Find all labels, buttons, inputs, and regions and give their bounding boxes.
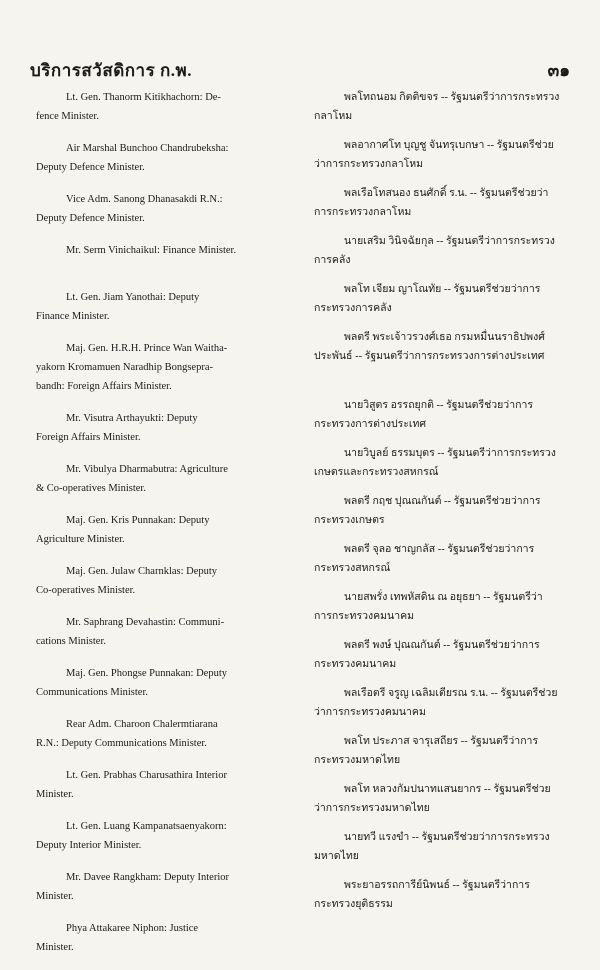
entry-line2: Deputy Defence Minister. (36, 213, 145, 224)
entry-line1: พลตรี พระเจ้าวรวงศ์เธอ กรมหมื่นนราธิปพงศ์ (344, 332, 545, 343)
minister-entry (314, 280, 574, 318)
entry-line2: Deputy Interior Minister. (36, 840, 142, 851)
entry-line2: fence Minister. (36, 111, 99, 122)
entry-line2: Finance Minister. (36, 311, 110, 322)
minister-entry (36, 715, 297, 753)
minister-entry (36, 190, 297, 228)
minister-entry (314, 684, 574, 722)
english-column (36, 88, 297, 970)
minister-entry (36, 817, 297, 855)
minister-entry (36, 288, 297, 326)
entry-line1: พลตรี พงษ์ ปุณณกันต์ -- รัฐมนตรีช่วยว่าการ (344, 640, 540, 651)
minister-entry (36, 562, 297, 600)
entry-line1: พลตรี กฤช ปุณณกันต์ -- รัฐมนตรีช่วยว่าการ (344, 496, 541, 507)
entry-line2: กระทรวงสหกรณ์ (314, 563, 391, 574)
minister-entry (36, 613, 297, 651)
entry-line1: พลโท หลวงกัมปนาทแสนยากร -- รัฐมนตรีช่วย (344, 784, 551, 795)
entry-line1: พระยาอรรถการีย์นิพนธ์ -- รัฐมนตรีว่าการ (344, 880, 530, 891)
entry-line1: พลเรือโทสนอง ธนศักดิ์ ร.น. -- รัฐมนตรีช่วยว่า (344, 188, 549, 199)
minister-entry (314, 492, 574, 530)
minister-entry (314, 732, 574, 770)
minister-entry (36, 139, 297, 177)
entry-line2: Minister. (36, 789, 74, 800)
entry-line2: yakorn Kromamuen Naradhip Bongsepra- (36, 362, 213, 373)
entry-line1: Maj. Gen. H.R.H. Prince Wan Waitha- (66, 343, 228, 354)
entry-line2: Agriculture Minister. (36, 534, 125, 545)
minister-entry (314, 780, 574, 818)
entry-line1: พลโทถนอม กิตติขจร -- รัฐมนตรีว่าการกระทรวง (344, 92, 560, 103)
minister-entry (314, 184, 574, 222)
entry-line2: Foreign Affairs Minister. (36, 432, 141, 443)
entry-line2: การกระทรวงคมนาคม (314, 611, 415, 622)
minister-entry (36, 339, 297, 396)
minister-entry (36, 868, 297, 906)
minister-entry (314, 876, 574, 914)
page-header-title: บริการสวัสดิการ ก.พ. (30, 61, 192, 80)
entry-line1: Mr. Visutra Arthayukti: Deputy (66, 413, 198, 424)
minister-entry (36, 766, 297, 804)
minister-entry (314, 828, 574, 866)
entry-line1: พลโท ประภาส จารุเสถียร -- รัฐมนตรีว่าการ (344, 736, 539, 747)
entry-line2: Deputy Defence Minister. (36, 162, 145, 173)
entry-line2: Minister. (36, 891, 74, 902)
minister-entry (314, 396, 574, 434)
entry-line1: พลตรี จุลอ ชาญกลัส -- รัฐมนตรีช่วยว่าการ (344, 544, 535, 555)
entry-line1: Mr. Vibulya Dharmabutra: Agriculture (66, 464, 228, 475)
minister-entry (314, 88, 574, 126)
minister-entry (36, 409, 297, 447)
entry-line2: กระทรวงการคลัง (314, 303, 392, 314)
entry-line1: Air Marshal Bunchoo Chandrubeksha: (66, 143, 229, 154)
entry-line1: Lt. Gen. Jiam Yanothai: Deputy (66, 292, 200, 303)
entry-line2: กระทรวงคมนาคม (314, 659, 397, 670)
minister-entry (314, 232, 574, 270)
entry-line2: ประพันธ์ -- รัฐมนตรีว่าการกระทรวงการต่างประเทศ (314, 351, 545, 362)
minister-entry (314, 444, 574, 482)
entry-line2: กระทรวงการต่างประเทศ (314, 419, 427, 430)
entry-line1: นายเสริม วินิจฉัยกุล -- รัฐมนตรีว่าการกระทรวง (344, 236, 555, 247)
entry-line1: Maj. Gen. Kris Punnakan: Deputy (66, 515, 210, 526)
entry-line1: นายวิบูลย์ ธรรมบุตร -- รัฐมนตรีว่าการกระทรวง (344, 448, 556, 459)
entry-line2: กลาโหม (314, 111, 353, 122)
entry-line1: Mr. Serm Vinichaikul: Finance Minister. (66, 245, 237, 256)
entry-line1: Mr. Saphrang Devahastin: Communi- (66, 617, 225, 628)
entry-line2: การกระทรวงกลาโหม (314, 207, 412, 218)
entry-line1: Vice Adm. Sanong Dhanasakdi R.N.: (66, 194, 223, 205)
entry-line1: Phya Attakaree Niphon: Justice (66, 923, 199, 934)
entry-line2: ว่าการกระทรวงคมนาคม (314, 707, 426, 718)
entry-line1: Rear Adm. Charoon Chalermtiarana (66, 719, 218, 730)
entry-line2: การคลัง (314, 255, 351, 266)
minister-entry (314, 328, 574, 366)
minister-entry (314, 136, 574, 174)
entry-line2: & Co-operatives Minister. (36, 483, 146, 494)
entry-line2: Communications Minister. (36, 687, 148, 698)
minister-entry (36, 460, 297, 498)
entry-line2: R.N.: Deputy Communications Minister. (36, 738, 207, 749)
entry-line1: Maj. Gen. Phongse Punnakan: Deputy (66, 668, 227, 679)
entry-line1: Mr. Davee Rangkham: Deputy Interior (66, 872, 229, 883)
thai-column (314, 88, 574, 924)
minister-entry (36, 919, 297, 957)
entry-line1: พลอากาศโท บุญชู จันทรุเบกษา -- รัฐมนตรีช่วย (344, 140, 554, 151)
entry-line3: bandh: Foreign Affairs Minister. (36, 381, 172, 392)
entry-line2: เกษตรและกระทรวงสหกรณ์ (314, 467, 439, 478)
entry-line1: Lt. Gen. Prabhas Charusathira Interior (66, 770, 227, 781)
minister-entry (314, 636, 574, 674)
entry-line2: กระทรวงเกษตร (314, 515, 385, 526)
entry-line1: Lt. Gen. Thanorm Kitikhachorn: De- (66, 92, 221, 103)
entry-line1: นายสพรั่ง เทพหัสดิน ณ อยุธยา -- รัฐมนตรีว่า (344, 592, 543, 603)
entry-line1: Lt. Gen. Luang Kampanatsaenyakorn: (66, 821, 227, 832)
entry-line2: ว่าการกระทรวงกลาโหม (314, 159, 424, 170)
entry-line2: มหาดไทย (314, 851, 359, 862)
entry-line2: Co-operatives Minister. (36, 585, 136, 596)
minister-entry (36, 511, 297, 549)
minister-entry (314, 588, 574, 626)
entry-line1: พลโท เจียม ญาโณทัย -- รัฐมนตรีช่วยว่าการ (344, 284, 541, 295)
entry-line1: Maj. Gen. Julaw Charnklas: Deputy (66, 566, 218, 577)
entry-line2: cations Minister. (36, 636, 106, 647)
entry-line2: Minister. (36, 942, 74, 953)
entry-line1: พลเรือตรี จรูญ เฉลิมเตียรณ ร.น. -- รัฐมนตรีช่วย (344, 688, 558, 699)
minister-entry (36, 241, 297, 260)
minister-entry (314, 540, 574, 578)
entry-line2: ว่าการกระทรวงมหาดไทย (314, 803, 430, 814)
entry-line2: กระทรวงมหาดไทย (314, 755, 401, 766)
page-number: ๓๑ (547, 61, 570, 80)
entry-line1: นายทวี แรงขำ -- รัฐมนตรีช่วยว่าการกระทรวง (344, 832, 550, 843)
minister-entry (36, 664, 297, 702)
entry-line1: นายวิสูตร อรรถยุกติ -- รัฐมนตรีช่วยว่าการ (344, 400, 533, 411)
entry-line2: กระทรวงยุติธรรม (314, 899, 393, 910)
minister-entry (36, 88, 297, 126)
